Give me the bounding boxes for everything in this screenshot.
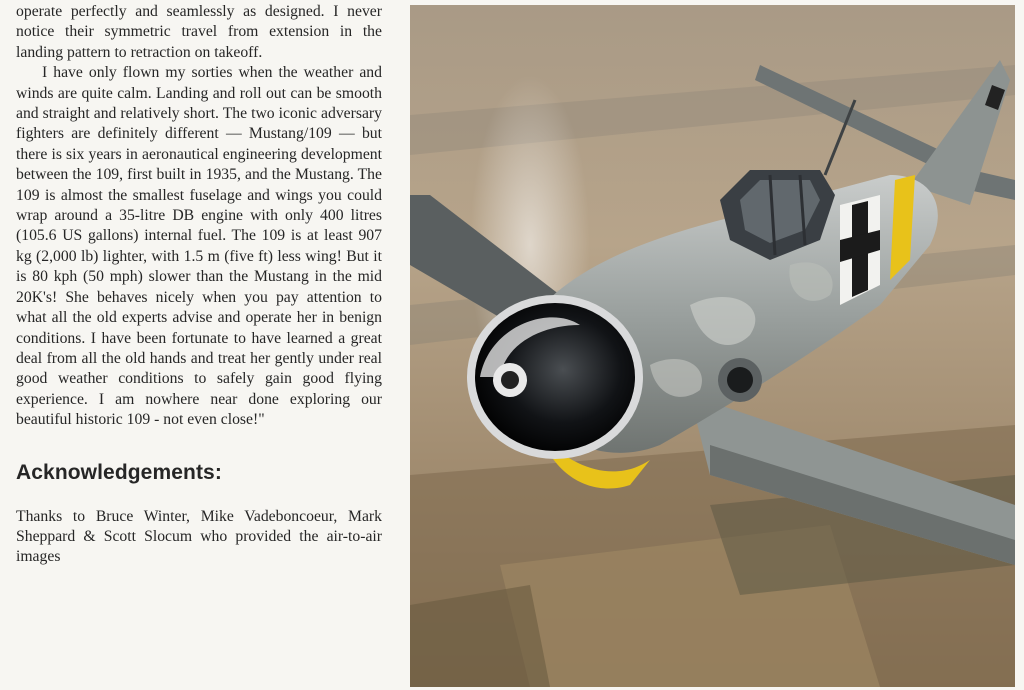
paragraph-1: operate perfectly and seamlessly as designed. I never notice their symmetric travel from extension in the landing pattern to retraction on takeoff. [16, 3, 382, 61]
aircraft-photo [410, 5, 1015, 687]
aircraft-illustration [410, 5, 1015, 687]
paragraph-2: I have only flown my sorties when the weather and winds are quite calm. Landing and roll out can be smooth and straight and relatively short. The two iconic adversary fighters are definitely different — Mustang/109 — but there is six years in aeronautical engineering development between the 109, first built in 1935, and the Mustang. The 109 is almost the smallest fuselage and wings you could wrap around a 35-litre DB engine with only 400 litres (105.6 US gallons) internal fuel. The 109 is at least 907 kg (2,000 lb) lighter, with 1.5 m (five ft) less wing! But it is 80 kph (50 mph) slower than the Mustang in the mid 20K's! She behaves nicely when you pay attention to what all the old experts advise and operate her in benign conditions. I have been fortunate to have learned a great deal from all the old hands and treat her gently under real good weather conditions to safely gain good flying experience. I am nowhere near done exploring our beautiful historic 109 - not even close!" [16, 64, 382, 429]
acknowledgements-text: Thanks to Bruce Winter, Mike Vadeboncoeur, Mark Sheppard & Scott Slocum who provided the air-to-air images [16, 507, 382, 566]
article-text-column [16, 2, 382, 690]
acknowledgements-heading: Acknowledgements: [16, 460, 222, 484]
